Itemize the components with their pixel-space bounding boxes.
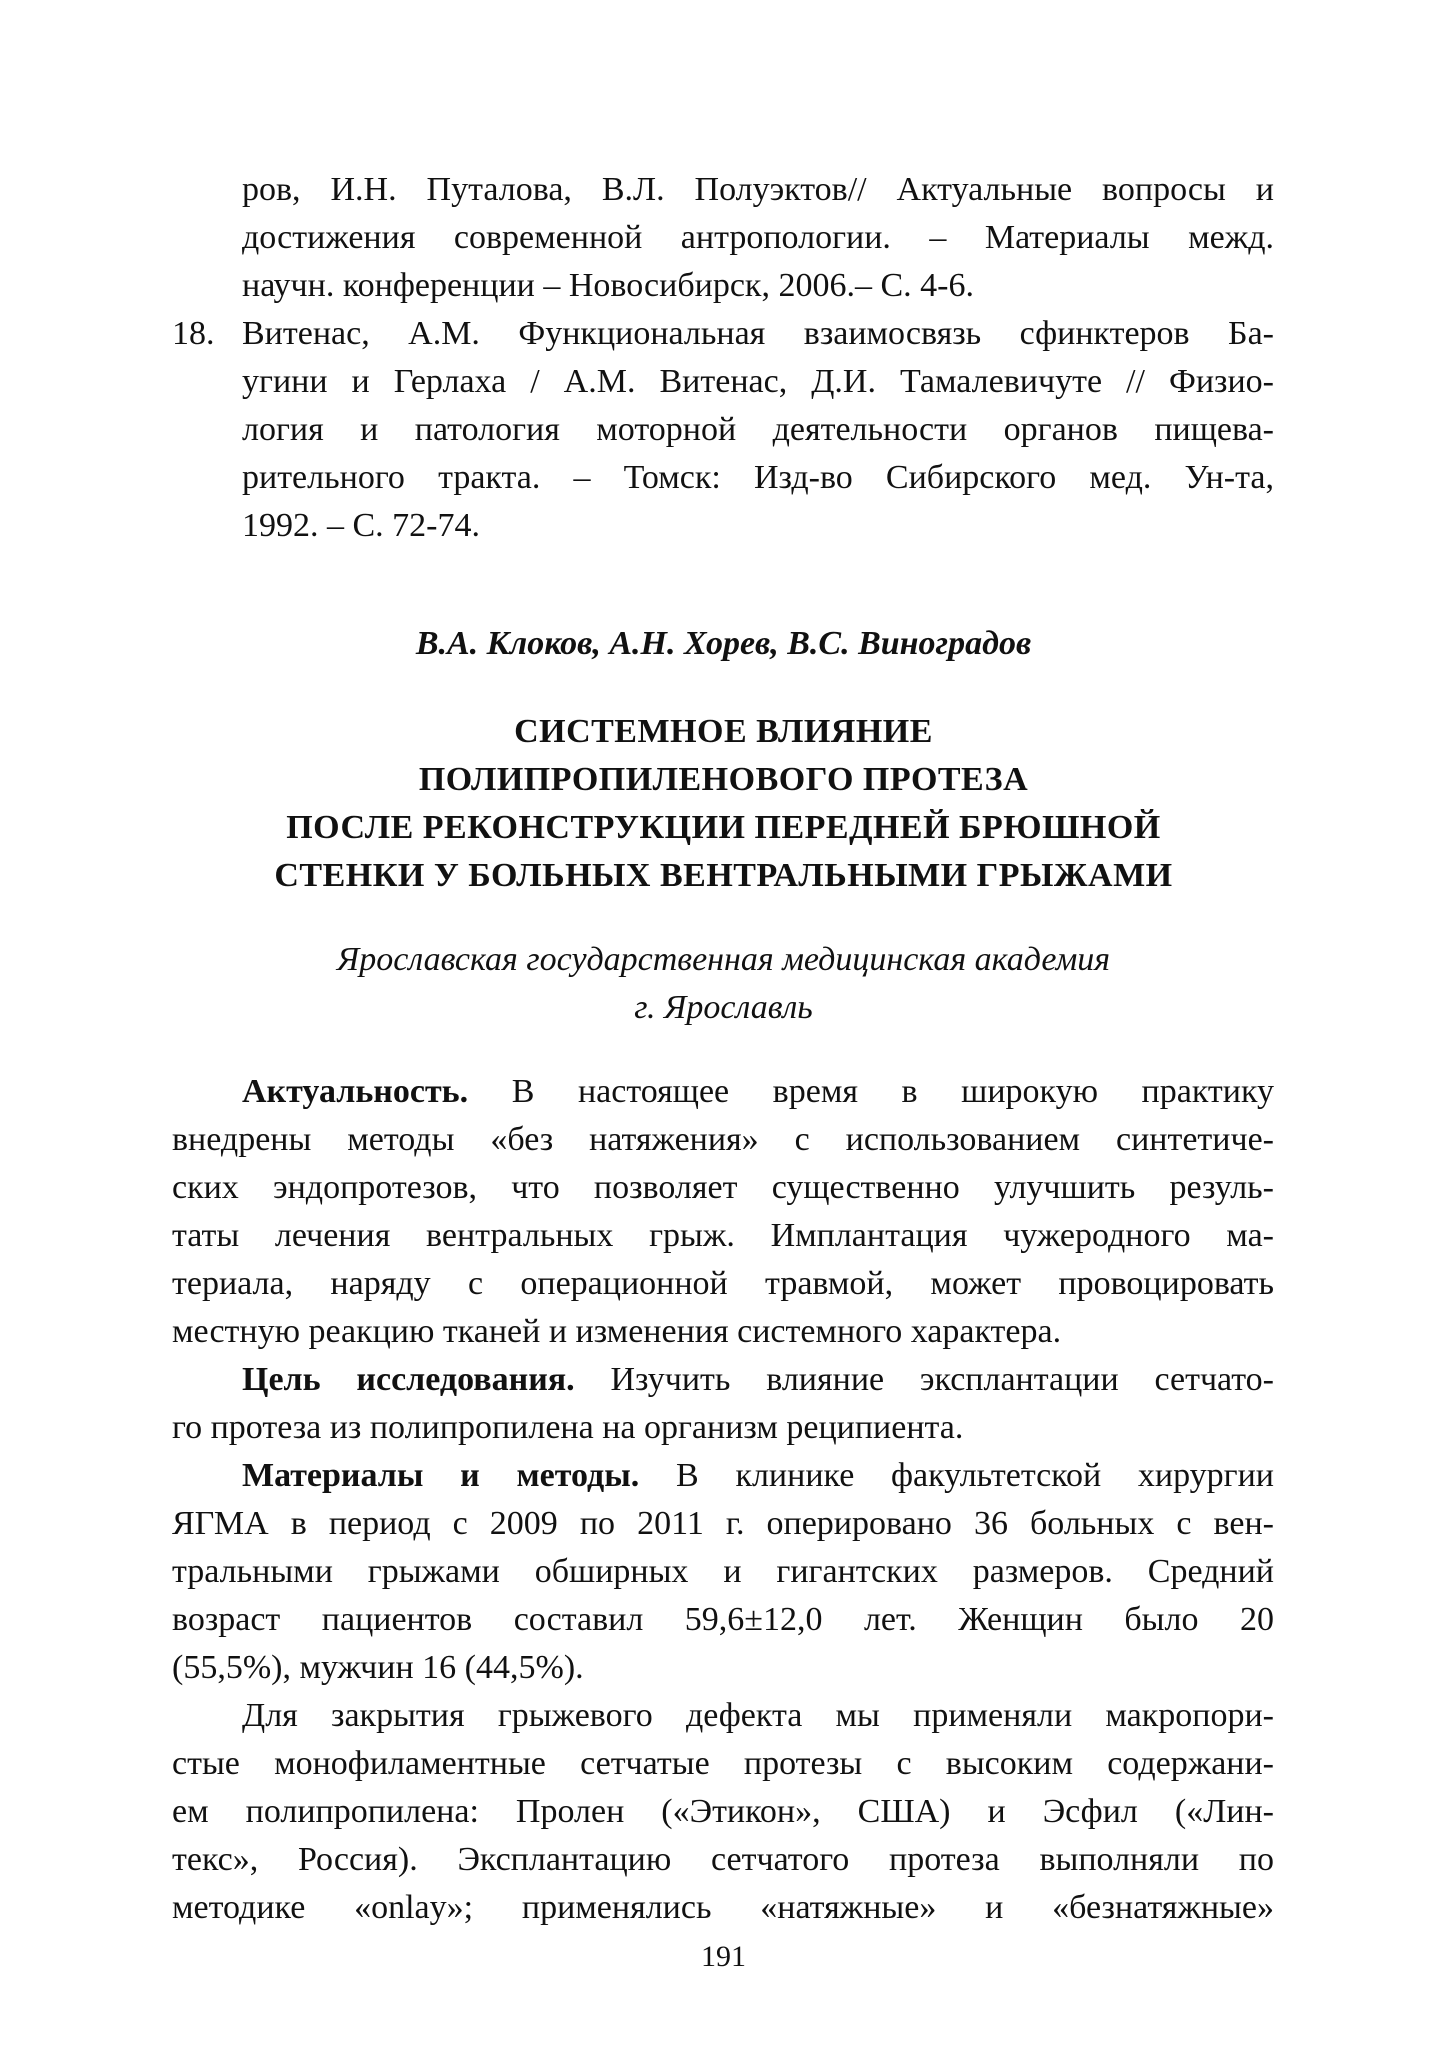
article-body xyxy=(172,1068,1274,1932)
reference-item-18 xyxy=(172,310,1274,550)
title-line: СТЕНКИ У БОЛЬНЫХ ВЕНТРАЛЬНЫМИ ГРЫЖАМИ xyxy=(274,857,1173,894)
paragraph-line: возраст пациентов составил 59,6±12,0 лет. Женщин было 20 xyxy=(172,1601,1274,1638)
reference-number: 18. xyxy=(172,315,215,352)
article-title xyxy=(0,708,1447,900)
reference-continuation xyxy=(172,166,1274,310)
reference-line: угини и Герлаха / А.М. Витенас, Д.И. Тамалевичуте // Физио- xyxy=(242,363,1274,400)
paragraph-line: ских эндопротезов, что позволяет существенно улучшить резуль- xyxy=(172,1169,1274,1206)
reference-line: логия и патология моторной деятельности органов пищева- xyxy=(242,411,1274,448)
reference-line: Витенас, А.М. Функциональная взаимосвязь сфинктеров Ба- xyxy=(242,315,1274,352)
paragraph-line: внедрены методы «без натяжения» с использованием синтетиче- xyxy=(172,1121,1274,1158)
reference-list xyxy=(172,166,1274,550)
paragraph-line: текс», Россия). Эксплантацию сетчатого протеза выполняли по xyxy=(172,1841,1274,1878)
paragraph-line: ЯГМА в период с 2009 по 2011 г. оперировано 36 больных с вен- xyxy=(172,1505,1274,1542)
paragraph-aim-first-line xyxy=(172,1356,1274,1404)
section-heading: Материалы и методы. xyxy=(242,1457,640,1494)
section-heading: Актуальность. xyxy=(242,1073,469,1110)
paragraph-text: В клинике факультетской хирургии xyxy=(639,1457,1274,1494)
paragraph-relevance-first-line xyxy=(172,1068,1274,1116)
title-line: ПОЛИПРОПИЛЕНОВОГО ПРОТЕЗА xyxy=(418,761,1029,798)
reference-line: достижения современной антропологии. – Материалы межд. xyxy=(242,219,1274,256)
reference-line: научн. конференции – Новосибирск, 2006.– С. 4-6. xyxy=(242,267,974,304)
paragraph-text: В настоящее время в широкую практику xyxy=(468,1073,1274,1110)
section-heading: Цель исследования. xyxy=(242,1361,575,1398)
title-line: СИСТЕМНОЕ ВЛИЯНИЕ xyxy=(514,713,933,750)
affiliation-line: г. Ярославль xyxy=(634,989,813,1026)
paragraph-line: (55,5%), мужчин 16 (44,5%). xyxy=(172,1649,584,1686)
reference-line: рительного тракта. – Томск: Изд-во Сибирского мед. Ун-та, xyxy=(242,459,1274,496)
paragraph-line: местную реакцию тканей и изменения системного характера. xyxy=(172,1313,1062,1350)
paragraph-line: териала, наряду с операционной травмой, может провоцировать xyxy=(172,1265,1274,1302)
reference-line: ров, И.Н. Путалова, В.Л. Полуэктов// Актуальные вопросы и xyxy=(242,171,1274,208)
paragraph-line: таты лечения вентральных грыж. Имплантация чужеродного ма- xyxy=(172,1217,1274,1254)
paragraph-text: Изучить влияние эксплантации сетчато- xyxy=(574,1361,1274,1398)
paragraph-line: стые монофиламентные сетчатые протезы с высоким содержани- xyxy=(172,1745,1274,1782)
paragraph-line: ем полипропилена: Пролен («Этикон», США) и Эсфил («Лин- xyxy=(172,1793,1274,1830)
article-affiliation xyxy=(0,936,1447,1032)
page-number: 191 xyxy=(701,1940,746,1973)
affiliation-line: Ярославская государственная медицинская академия xyxy=(336,941,1111,978)
paragraph-line: методике «onlay»; применялись «натяжные» и «безнатяжные» xyxy=(172,1889,1274,1926)
reference-line: 1992. – С. 72-74. xyxy=(242,507,480,544)
paragraph-line: тральными грыжами обширных и гигантских размеров. Средний xyxy=(172,1553,1274,1590)
paragraph-methods-first-line xyxy=(172,1452,1274,1500)
paragraph-line: Для закрытия грыжевого дефекта мы применяли макропори- xyxy=(242,1697,1274,1734)
title-line: ПОСЛЕ РЕКОНСТРУКЦИИ ПЕРЕДНЕЙ БРЮШНОЙ xyxy=(286,809,1161,846)
article-authors: В.А. Клоков, А.Н. Хорев, В.С. Виноградов xyxy=(415,625,1032,662)
paragraph-line: го протеза из полипропилена на организм реципиента. xyxy=(172,1409,964,1446)
